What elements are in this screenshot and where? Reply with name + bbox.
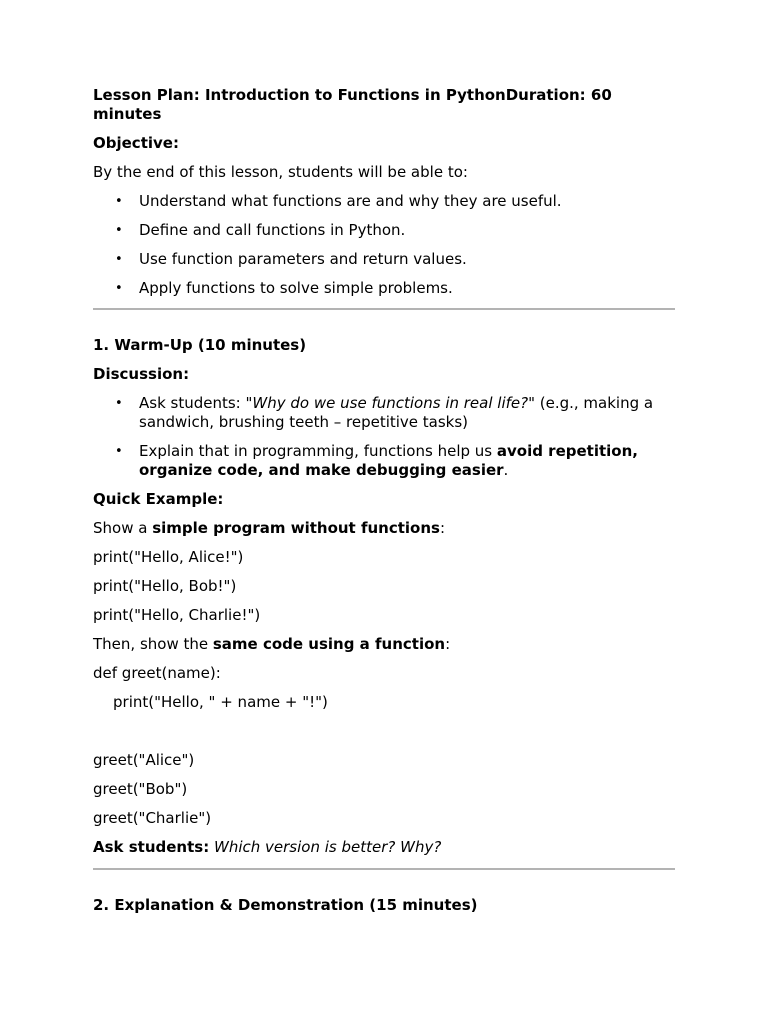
discussion-item-suffix: . — [503, 461, 509, 479]
code-call-line: greet("Bob") — [93, 780, 188, 798]
objective-item: • Use function parameters and return values. — [93, 250, 675, 269]
code-body-line: print("Hello, " + name + "!") — [113, 693, 328, 711]
discussion-item — [93, 394, 675, 432]
objective-intro: By the end of this lesson, students will be able to: — [93, 163, 468, 181]
section-divider — [93, 308, 675, 310]
discussion-heading: Discussion: — [93, 365, 190, 383]
show-line-suffix: : — [439, 519, 446, 537]
objective-heading: Objective: — [93, 134, 179, 152]
ask-students-label: Ask students: — [93, 838, 210, 856]
discussion-list — [93, 394, 675, 480]
quick-example-heading: Quick Example: — [93, 490, 224, 508]
discussion-item-suffix: " (e.g., making a sandwich, brushing teeth – repetitive tasks) — [139, 394, 654, 431]
code-call-line: greet("Alice") — [93, 751, 195, 769]
then-line-prefix: Then, show the — [93, 635, 213, 653]
code-call-line: greet("Charlie") — [93, 809, 212, 827]
discussion-question: Why do we use functions in real life? — [252, 394, 529, 412]
discussion-item — [93, 442, 675, 480]
discussion-item-prefix: Ask students: " — [139, 394, 253, 412]
ask-students-question: Which version is better? Why? — [213, 838, 442, 856]
objective-item: • Understand what functions are and why they are useful. — [93, 192, 675, 211]
document-title: Lesson Plan: Introduction to Functions in PythonDuration: 60 minutes — [93, 86, 612, 123]
then-line — [93, 635, 675, 654]
show-line-prefix: Show a — [93, 519, 153, 537]
objective-item: • Apply functions to solve simple problems. — [93, 279, 675, 298]
code-line: print("Hello, Charlie!") — [93, 606, 261, 624]
show-line — [93, 519, 675, 538]
show-line-emphasis: simple program without functions — [152, 519, 440, 537]
then-line-suffix: : — [445, 635, 451, 653]
objective-list — [93, 192, 675, 298]
ask-students-line — [93, 838, 675, 857]
explanation-heading: 2. Explanation & Demonstration (15 minutes) — [93, 896, 478, 914]
code-def-line: def greet(name): — [93, 664, 221, 682]
discussion-item-prefix: Explain that in programming, functions help us — [139, 442, 497, 460]
code-line: print("Hello, Bob!") — [93, 577, 237, 595]
document-page — [93, 86, 675, 915]
code-line: print("Hello, Alice!") — [93, 548, 244, 566]
then-line-emphasis: same code using a function — [212, 635, 446, 653]
section-divider — [93, 868, 675, 870]
discussion-emphasis: avoid repetition, organize code, and make debugging easier — [139, 442, 638, 479]
objective-item: • Define and call functions in Python. — [93, 221, 675, 240]
warmup-heading: 1. Warm-Up (10 minutes) — [93, 336, 307, 354]
